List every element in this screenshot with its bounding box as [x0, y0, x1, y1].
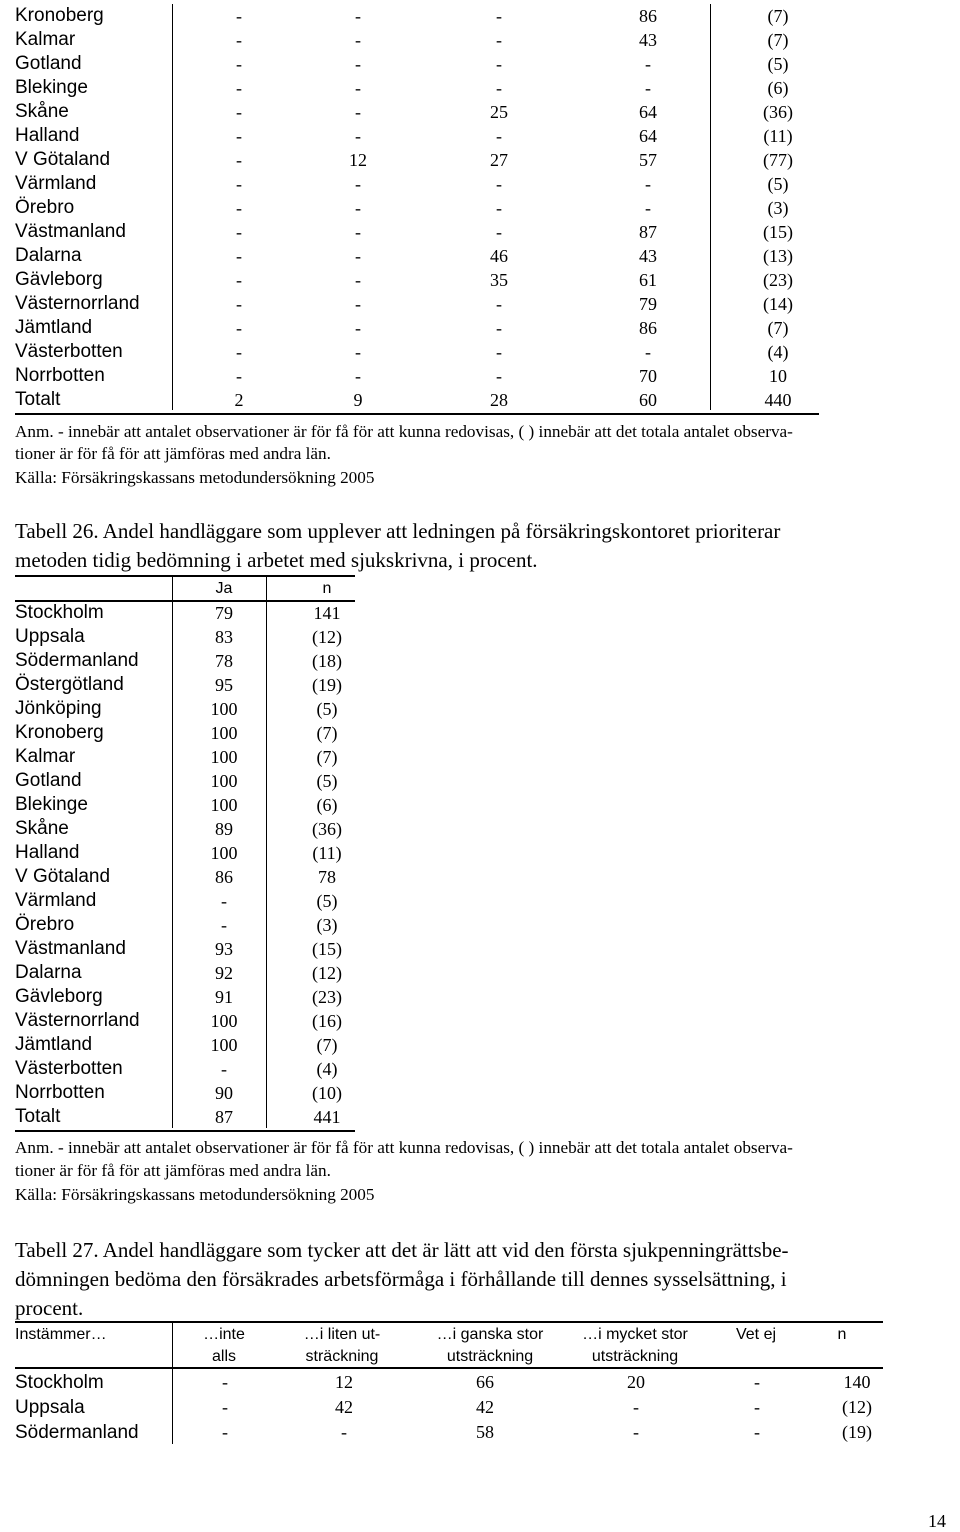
table-row	[15, 148, 819, 172]
table-row	[15, 625, 355, 649]
table-cell: 64	[639, 126, 657, 146]
table-cell-n: (6)	[316, 795, 338, 815]
table-cell: (12)	[842, 1397, 872, 1417]
table-cell: 79	[639, 294, 657, 314]
table-cell: -	[496, 318, 502, 338]
table-cell: (11)	[763, 126, 793, 146]
table-note: tioner är för få för att jämföras med andra län.	[15, 444, 331, 463]
table-cell: -	[645, 54, 651, 74]
region-label: Totalt	[15, 1106, 61, 1127]
table-cell-n: (36)	[312, 819, 342, 839]
table-cell: 70	[639, 366, 657, 386]
table-caption: Tabell 27. Andel handläggare som tycker att det är lätt att vid den första sjukpenningrättsbe-	[15, 1238, 789, 1262]
column-header: utsträckning	[446, 1348, 534, 1365]
table-row	[15, 364, 819, 388]
table-cell: 43	[639, 246, 657, 266]
table-cell: -	[236, 30, 242, 50]
region-label: Dalarna	[15, 962, 82, 983]
table-cell-ja: 86	[215, 867, 233, 887]
table-cell: 64	[639, 102, 657, 122]
region-label: Totalt	[15, 389, 61, 410]
region-label: Halland	[15, 125, 80, 146]
table-cell: -	[754, 1422, 760, 1442]
table-cell: 35	[490, 270, 508, 290]
table-cell-n: 78	[318, 867, 336, 887]
table-row	[15, 721, 355, 745]
table-cell: -	[236, 294, 242, 314]
table-cell: 440	[764, 390, 792, 410]
table-cell: 86	[639, 318, 657, 338]
region-label: Stockholm	[15, 602, 104, 623]
table-cell: 27	[490, 150, 508, 170]
table-top-rule	[15, 1321, 883, 1323]
region-label: Gotland	[15, 53, 82, 74]
table-cell: (5)	[767, 54, 789, 74]
table-cell: -	[236, 78, 242, 98]
column-header: Vet ej	[735, 1326, 777, 1343]
table-cell: -	[222, 1422, 228, 1442]
table-row	[15, 388, 819, 412]
table-cell: 46	[490, 246, 508, 266]
table-cell: -	[633, 1397, 639, 1417]
table-cell-ja: 100	[210, 1011, 238, 1031]
table-cell: -	[236, 318, 242, 338]
table-cell: -	[355, 174, 361, 194]
table-note: Anm. - innebär att antalet observationer är för få för att kunna redovisas, ( ) innebär att det totala antalet observa-	[15, 1138, 793, 1157]
table-cell-ja: 92	[215, 963, 233, 983]
table-note: tioner är för få för att jämföras med andra län.	[15, 1161, 331, 1180]
region-label: Värmland	[15, 173, 97, 194]
table-cell: -	[236, 150, 242, 170]
table-row	[15, 268, 819, 292]
region-label: Södermanland	[15, 650, 139, 671]
table-cell: 58	[476, 1422, 494, 1442]
region-label: Kronoberg	[15, 722, 104, 743]
table-cell: -	[355, 198, 361, 218]
table-row	[15, 1033, 355, 1057]
table-cell: (6)	[767, 78, 789, 98]
region-label: Jönköping	[15, 698, 102, 719]
table-cell-n: (12)	[312, 627, 342, 647]
table-row	[15, 292, 819, 316]
table-cell: 12	[349, 150, 367, 170]
table-cell: -	[496, 366, 502, 386]
table-cell-ja: 100	[210, 771, 238, 791]
region-label: Kalmar	[15, 746, 76, 767]
table-cell-n: (5)	[316, 771, 338, 791]
table-caption: Tabell 26. Andel handläggare som upplever att ledningen på försäkringskontoret prioriterar	[15, 519, 781, 543]
table-row	[15, 865, 355, 889]
table-row	[15, 985, 355, 1009]
table-cell-ja: 87	[215, 1107, 233, 1127]
table-cell-ja: 79	[215, 603, 233, 623]
table-cell: -	[496, 126, 502, 146]
table-cell-n: (15)	[312, 939, 342, 959]
table-cell: -	[633, 1422, 639, 1442]
table-bottom-rule	[15, 413, 819, 415]
table-row	[15, 1105, 355, 1129]
column-header: utsträckning	[591, 1348, 679, 1365]
region-label: Skåne	[15, 101, 69, 122]
table-cell-n: (7)	[316, 1035, 338, 1055]
table-cell-ja: 95	[215, 675, 233, 695]
table-cell: 57	[639, 150, 657, 170]
table-row	[15, 1009, 355, 1033]
table-row	[15, 961, 355, 985]
region-label: Örebro	[15, 197, 75, 218]
region-label: Norrbotten	[15, 1082, 105, 1103]
column-header: alls	[211, 1348, 236, 1365]
table-row	[15, 1395, 885, 1420]
table-top-rule	[15, 575, 355, 577]
table-cell-ja: 100	[210, 723, 238, 743]
table-cell: -	[341, 1422, 347, 1442]
table-cell: -	[355, 78, 361, 98]
table-cell-ja: -	[221, 891, 227, 911]
table-cell: 87	[639, 222, 657, 242]
table-cell: -	[645, 342, 651, 362]
region-label: Kronoberg	[15, 5, 104, 26]
region-label: Östergötland	[15, 674, 124, 695]
table-cell: 140	[843, 1372, 871, 1392]
table-cell-n: (3)	[316, 915, 338, 935]
table-cell: (23)	[763, 270, 793, 290]
region-label: V Götaland	[15, 866, 111, 887]
table-cell: -	[355, 102, 361, 122]
table-cell: -	[754, 1397, 760, 1417]
table-cell: -	[236, 174, 242, 194]
table-row	[15, 1370, 885, 1395]
table-cell: 9	[353, 390, 363, 410]
region-label: Jämtland	[15, 1034, 93, 1055]
table-cell-ja: 100	[210, 843, 238, 863]
table-cell: -	[496, 78, 502, 98]
table-row	[15, 841, 355, 865]
column-header: n	[322, 580, 332, 597]
table-cell: (15)	[763, 222, 793, 242]
column-header: …i ganska stor	[436, 1326, 544, 1343]
table-row	[15, 340, 819, 364]
table-cell: -	[236, 246, 242, 266]
table-bottom-rule	[15, 1130, 355, 1132]
table-cell-n: 441	[313, 1107, 341, 1127]
region-label: Halland	[15, 842, 80, 863]
table-cell: (7)	[767, 318, 789, 338]
table-cell: -	[236, 6, 242, 26]
table-cell: 12	[335, 1372, 353, 1392]
table-cell: -	[236, 366, 242, 386]
table-row	[15, 196, 819, 220]
table-cell: -	[496, 54, 502, 74]
region-label: Västerbotten	[15, 1058, 123, 1079]
table-cell: -	[645, 198, 651, 218]
table-row	[15, 913, 355, 937]
page-number: 14	[928, 1511, 946, 1531]
table-cell: -	[355, 222, 361, 242]
table-cell: (77)	[763, 150, 793, 170]
table-row	[15, 1057, 355, 1081]
table-cell-n: (7)	[316, 747, 338, 767]
table-source: Källa: Försäkringskassans metodundersökning 2005	[15, 1185, 375, 1204]
table-cell: -	[355, 126, 361, 146]
column-header: n	[837, 1326, 847, 1343]
table-cell-ja: 78	[215, 651, 233, 671]
region-label: Dalarna	[15, 245, 82, 266]
table-row	[15, 52, 819, 76]
table-cell: -	[496, 342, 502, 362]
table-cell: -	[222, 1372, 228, 1392]
table-cell: 43	[639, 30, 657, 50]
table-cell: (36)	[763, 102, 793, 122]
column-header: Instämmer…	[15, 1326, 107, 1343]
table-cell-ja: 89	[215, 819, 233, 839]
table-cell: 66	[476, 1372, 494, 1392]
table-cell-n: (4)	[316, 1059, 338, 1079]
table-cell: -	[645, 78, 651, 98]
region-label: Uppsala	[15, 1397, 85, 1418]
table-note: Anm. - innebär att antalet observationer är för få för att kunna redovisas, ( ) innebär att det totala antalet observa-	[15, 422, 793, 441]
table-cell: (14)	[763, 294, 793, 314]
table-cell-n: 141	[313, 603, 341, 623]
table-cell: -	[236, 270, 242, 290]
table-cell: (7)	[767, 30, 789, 50]
table-cell-ja: -	[221, 915, 227, 935]
table-cell: 42	[476, 1397, 494, 1417]
table-cell: -	[355, 342, 361, 362]
table-cell-n: (5)	[316, 699, 338, 719]
table-row	[15, 793, 355, 817]
table-row	[15, 817, 355, 841]
region-label: Värmland	[15, 890, 97, 911]
table-cell: -	[236, 102, 242, 122]
table-cell: -	[236, 222, 242, 242]
table-cell: -	[355, 270, 361, 290]
table-cell: (5)	[767, 174, 789, 194]
table-cell: -	[496, 198, 502, 218]
table-row	[15, 172, 819, 196]
table-cell: -	[355, 294, 361, 314]
table-cell-ja: 83	[215, 627, 233, 647]
table-cell: -	[236, 126, 242, 146]
table-row	[15, 28, 819, 52]
region-label: Västerbotten	[15, 341, 123, 362]
table-row	[15, 100, 819, 124]
table-row	[15, 769, 355, 793]
table-cell-n: (18)	[312, 651, 342, 671]
table-cell: 86	[639, 6, 657, 26]
table-row	[15, 673, 355, 697]
table-cell-ja: 91	[215, 987, 233, 1007]
column-header: …i mycket stor	[582, 1326, 688, 1343]
table-cell: 20	[627, 1372, 645, 1392]
table-caption: dömningen bedöma den försäkrades arbetsförmåga i förhållande till dennes sysselsättning, i	[15, 1267, 787, 1291]
region-label: Örebro	[15, 914, 75, 935]
table-cell-n: (11)	[312, 843, 342, 863]
table-cell: 42	[335, 1397, 353, 1417]
region-label: Gävleborg	[15, 986, 103, 1007]
table-cell: 10	[769, 366, 787, 386]
table-cell: (3)	[767, 198, 789, 218]
table-row	[15, 244, 819, 268]
table-row	[15, 649, 355, 673]
region-label: Kalmar	[15, 29, 76, 50]
table-cell: -	[496, 294, 502, 314]
region-label: Västmanland	[15, 938, 126, 959]
table-row	[15, 889, 355, 913]
table-cell: -	[496, 6, 502, 26]
table-cell-n: (23)	[312, 987, 342, 1007]
table-cell-ja: 93	[215, 939, 233, 959]
table-cell: 61	[639, 270, 657, 290]
table-previous-continuation	[15, 4, 819, 416]
table-cell: -	[355, 318, 361, 338]
table-cell-n: (19)	[312, 675, 342, 695]
table-cell: -	[496, 174, 502, 194]
column-header: Ja	[215, 580, 233, 597]
region-label: Blekinge	[15, 77, 88, 98]
region-label: Västernorrland	[15, 293, 140, 314]
region-label: Västernorrland	[15, 1010, 140, 1031]
table-cell: 2	[234, 390, 244, 410]
region-label: Jämtland	[15, 317, 93, 338]
table-cell: (4)	[767, 342, 789, 362]
table-source: Källa: Försäkringskassans metodundersökning 2005	[15, 468, 375, 487]
table-cell: -	[355, 30, 361, 50]
table-cell-ja: 100	[210, 795, 238, 815]
column-header: …i liten ut-	[303, 1326, 381, 1343]
region-label: Norrbotten	[15, 365, 105, 386]
table-row	[15, 124, 819, 148]
table-cell: -	[754, 1372, 760, 1392]
table-cell: -	[236, 198, 242, 218]
table-cell: 25	[490, 102, 508, 122]
table-cell: -	[236, 342, 242, 362]
table-cell-n: (5)	[316, 891, 338, 911]
region-label: Uppsala	[15, 626, 85, 647]
table-row	[15, 316, 819, 340]
table-row	[15, 601, 355, 625]
table-cell: -	[355, 366, 361, 386]
table-cell-ja: 100	[210, 699, 238, 719]
table-cell: (13)	[763, 246, 793, 266]
table-cell-n: (7)	[316, 723, 338, 743]
column-header: …inte	[203, 1326, 245, 1343]
table-cell: (7)	[767, 6, 789, 26]
table-cell-ja: 100	[210, 747, 238, 767]
region-label: Gotland	[15, 770, 82, 791]
table-cell: 60	[639, 390, 657, 410]
table-cell: 28	[490, 390, 508, 410]
table-row	[15, 1420, 885, 1445]
table-caption: procent.	[15, 1296, 84, 1320]
table-cell: -	[222, 1397, 228, 1417]
table-cell: (19)	[842, 1422, 872, 1442]
table-cell: -	[645, 174, 651, 194]
column-header: sträckning	[305, 1348, 379, 1365]
table-row	[15, 76, 819, 100]
table-cell: -	[355, 54, 361, 74]
table-cell-n: (16)	[312, 1011, 342, 1031]
table-row	[15, 745, 355, 769]
table-cell: -	[496, 30, 502, 50]
table-cell: -	[496, 222, 502, 242]
table-cell: -	[355, 6, 361, 26]
region-label: Blekinge	[15, 794, 88, 815]
region-label: V Götaland	[15, 149, 111, 170]
region-label: Stockholm	[15, 1372, 104, 1393]
region-label: Södermanland	[15, 1422, 139, 1443]
region-label: Västmanland	[15, 221, 126, 242]
table-cell: -	[355, 246, 361, 266]
region-label: Gävleborg	[15, 269, 103, 290]
table-cell: -	[236, 54, 242, 74]
table-row	[15, 697, 355, 721]
table-row	[15, 937, 355, 961]
table-cell-ja: 100	[210, 1035, 238, 1055]
table-caption: metoden tidig bedömning i arbetet med sjukskrivna, i procent.	[15, 548, 538, 572]
table-row	[15, 1081, 355, 1105]
table-cell-n: (12)	[312, 963, 342, 983]
table-cell-n: (10)	[312, 1083, 342, 1103]
region-label: Skåne	[15, 818, 69, 839]
table-cell-ja: 90	[215, 1083, 233, 1103]
table-row	[15, 4, 819, 28]
table-row	[15, 220, 819, 244]
table-cell-ja: -	[221, 1059, 227, 1079]
